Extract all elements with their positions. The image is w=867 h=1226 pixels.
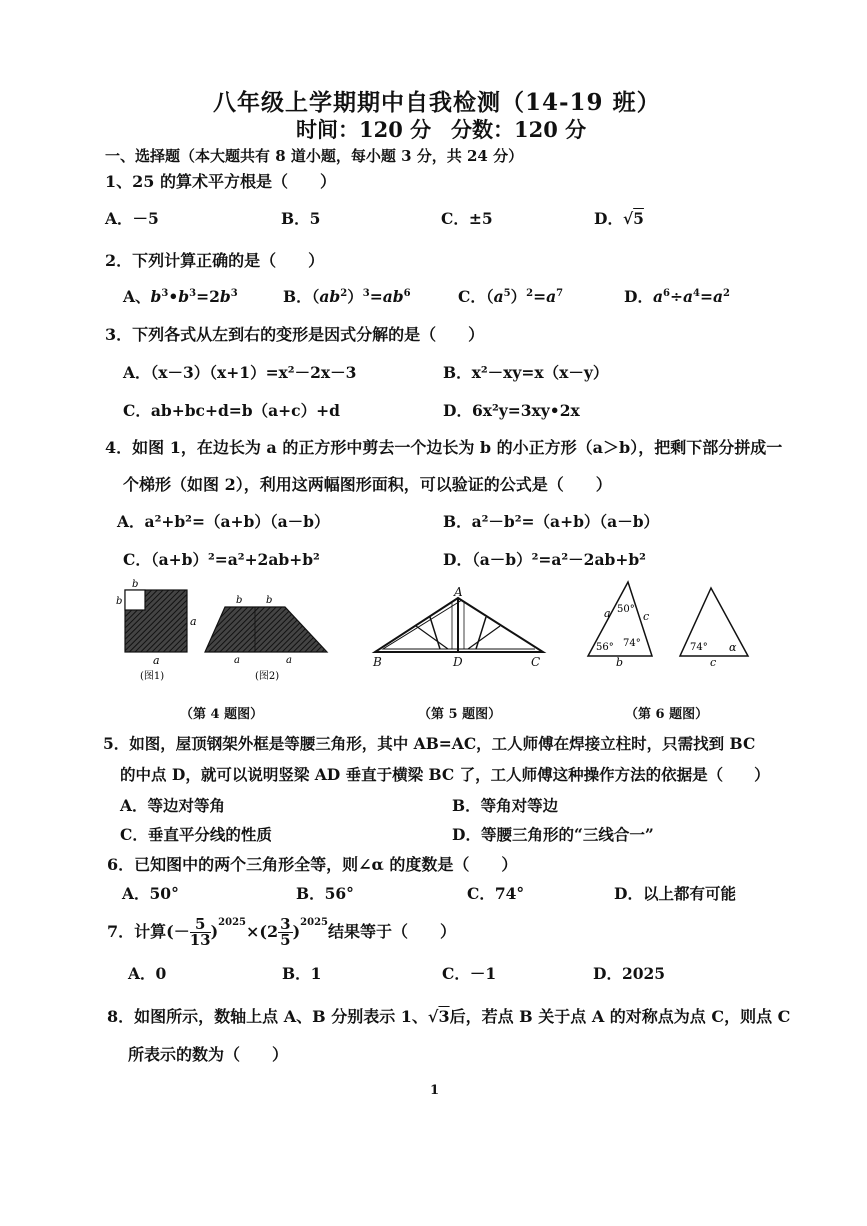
fraction-2-3-5: $\frac{3}{5}$ bbox=[280, 915, 291, 949]
page-number: 1 bbox=[430, 1083, 440, 1098]
question-1-stem: 1、25 的算术平方根是（ ） bbox=[105, 172, 336, 191]
fig6-angle-50: 50° bbox=[617, 604, 635, 615]
question-3-option-d: D．6x²y=3xy•2x bbox=[443, 401, 580, 420]
question-3-option-b: B．x²－xy=x（x－y） bbox=[443, 363, 609, 382]
question-5-option-d: D．等腰三角形的“三线合一” bbox=[452, 825, 654, 844]
question-2-stem: 2．下列计算正确的是（ ） bbox=[105, 251, 325, 270]
question-7-option-c: C．－1 bbox=[442, 964, 497, 983]
fig2-label-b-2: b bbox=[266, 595, 273, 606]
figure-6-triangles bbox=[588, 582, 748, 669]
question-2-option-b: B．$(ab^2)^3=ab^6$ bbox=[283, 287, 411, 306]
question-4-line-1: 4．如图 1，在边长为 a 的正方形中剪去一个边长为 b 的小正方形（a＞b），把剩下部分拼成一 bbox=[105, 438, 783, 457]
question-8-line-2: 所表示的数为（ ） bbox=[128, 1045, 289, 1064]
fig2-label-a-2: a bbox=[286, 655, 292, 666]
fig6-right-label-alpha: α bbox=[729, 641, 737, 654]
fig2-label-b-1: b bbox=[236, 595, 243, 606]
fig6-right-label-c: c bbox=[710, 656, 717, 669]
question-1-option-d: D．√5 bbox=[594, 209, 644, 228]
question-5-line-1: 5．如图，屋顶钢架外框是等腰三角形，其中 AB=AC，工人师傅在焊接立柱时，只需找到 BC bbox=[103, 734, 756, 753]
figure-1-square bbox=[116, 579, 197, 682]
question-3-stem: 3．下列各式从左到右的变形是因式分解的是（ ） bbox=[105, 325, 485, 344]
question-6-option-a: A．50° bbox=[122, 884, 179, 903]
question-6-option-d: D．以上都有可能 bbox=[614, 884, 736, 903]
question-4-option-d: D．（a－b）²=a²－2ab+b² bbox=[443, 550, 646, 569]
fig6-left-label-a: a bbox=[604, 607, 611, 620]
exam-score: 分数：120 分 bbox=[451, 117, 587, 142]
figure-6-caption: （第 6 题图） bbox=[625, 707, 709, 722]
question-4-line-2: 个梯形（如图 2），利用这两幅图形面积，可以验证的公式是（ ） bbox=[123, 475, 612, 494]
fig6-angle-74-right: 74° bbox=[690, 642, 708, 653]
fig6-left-label-c: c bbox=[643, 610, 650, 623]
question-7-option-a: A．0 bbox=[128, 964, 167, 983]
question-2-option-a: A、$b^3•b^3=2b^3$ bbox=[123, 287, 238, 306]
fig5-label-D: D bbox=[453, 655, 463, 669]
figure-4-caption: （第 4 题图） bbox=[180, 707, 264, 722]
question-5-option-b: B．等角对等边 bbox=[452, 796, 559, 815]
fig1-label-b-left: b bbox=[116, 596, 123, 607]
question-2-option-c: C．$(a^5)^2=a^7$ bbox=[458, 287, 564, 306]
figure-5-roof-truss bbox=[372, 585, 543, 669]
question-3-option-a: A．（x－3）（x+1）=x²－2x－3 bbox=[123, 363, 357, 382]
fig6-angle-56: 56° bbox=[596, 642, 614, 653]
question-3-option-c: C．ab+bc+d=b（a+c）+d bbox=[123, 401, 340, 420]
question-2-option-d: D．$a^6\div a^4=a^2$ bbox=[624, 287, 730, 306]
question-5-line-2: 的中点 D，就可以说明竖梁 AD 垂直于横梁 BC 了，工人师傅这种操作方法的依据是（ ） bbox=[120, 765, 770, 784]
question-7-option-b: B．1 bbox=[282, 964, 322, 983]
question-4-option-b: B．a²－b²=（a+b）（a－b） bbox=[443, 512, 660, 531]
section-heading: 一、选择题（本大题共有 8 道小题，每小题 3 分，共 24 分） bbox=[105, 147, 524, 165]
question-5-option-c: C．垂直平分线的性质 bbox=[120, 825, 272, 844]
figure-5-caption: （第 5 题图） bbox=[418, 707, 502, 722]
fig5-label-B: B bbox=[373, 655, 382, 669]
figure-2-trapezoid bbox=[205, 595, 327, 682]
question-1-option-c: C．±5 bbox=[441, 209, 493, 228]
question-4-option-a: A．a²+b²=（a+b）（a－b） bbox=[117, 512, 330, 531]
question-1-option-a: A．－5 bbox=[105, 209, 159, 228]
fig6-left-label-b: b bbox=[616, 656, 624, 669]
question-6-option-c: C．74° bbox=[467, 884, 525, 903]
figures-row bbox=[0, 575, 867, 715]
fig2-caption: (图2) bbox=[255, 671, 280, 682]
question-1-option-b: B．5 bbox=[281, 209, 321, 228]
fig5-label-C: C bbox=[531, 655, 541, 669]
fig2-label-a-1: a bbox=[234, 655, 240, 666]
question-7-option-d: D．2025 bbox=[593, 964, 666, 983]
fig6-angle-74-left: 74° bbox=[623, 638, 641, 649]
question-4-option-c: C．（a+b）²=a²+2ab+b² bbox=[123, 550, 320, 569]
question-5-option-a: A．等边对等角 bbox=[120, 796, 226, 815]
page-title: 八年级上学期期中自我检测（14-19 班） bbox=[213, 89, 661, 116]
fig1-label-a-right: a bbox=[190, 615, 197, 628]
fig1-label-b-top: b bbox=[132, 579, 139, 590]
fig1-label-a-bottom: a bbox=[153, 654, 160, 667]
fig1-caption: (图1) bbox=[140, 671, 165, 682]
fig5-label-A: A bbox=[454, 585, 463, 599]
sqrt-3: √3 bbox=[427, 1007, 450, 1026]
question-6-option-b: B．56° bbox=[296, 884, 354, 903]
exam-time: 时间：120 分 bbox=[296, 117, 432, 142]
question-7-stem: 7．计算(－ $\frac{5}{13}$ )$^{2025}$×(2 $\frac{3}{5}$ )$^{2025}$结果等于（ ） bbox=[107, 915, 457, 949]
sqrt-5: √5 bbox=[622, 209, 644, 228]
fraction-5-13: $\frac{5}{13}$ bbox=[189, 915, 211, 949]
question-6-stem: 6．已知图中的两个三角形全等，则∠α 的度数是（ ） bbox=[107, 855, 518, 874]
question-8-line-1: 8．如图所示，数轴上点 A、B 分别表示 1、√3后，若点 B 关于点 A 的对称点为点 C，则点 C bbox=[107, 1007, 791, 1026]
